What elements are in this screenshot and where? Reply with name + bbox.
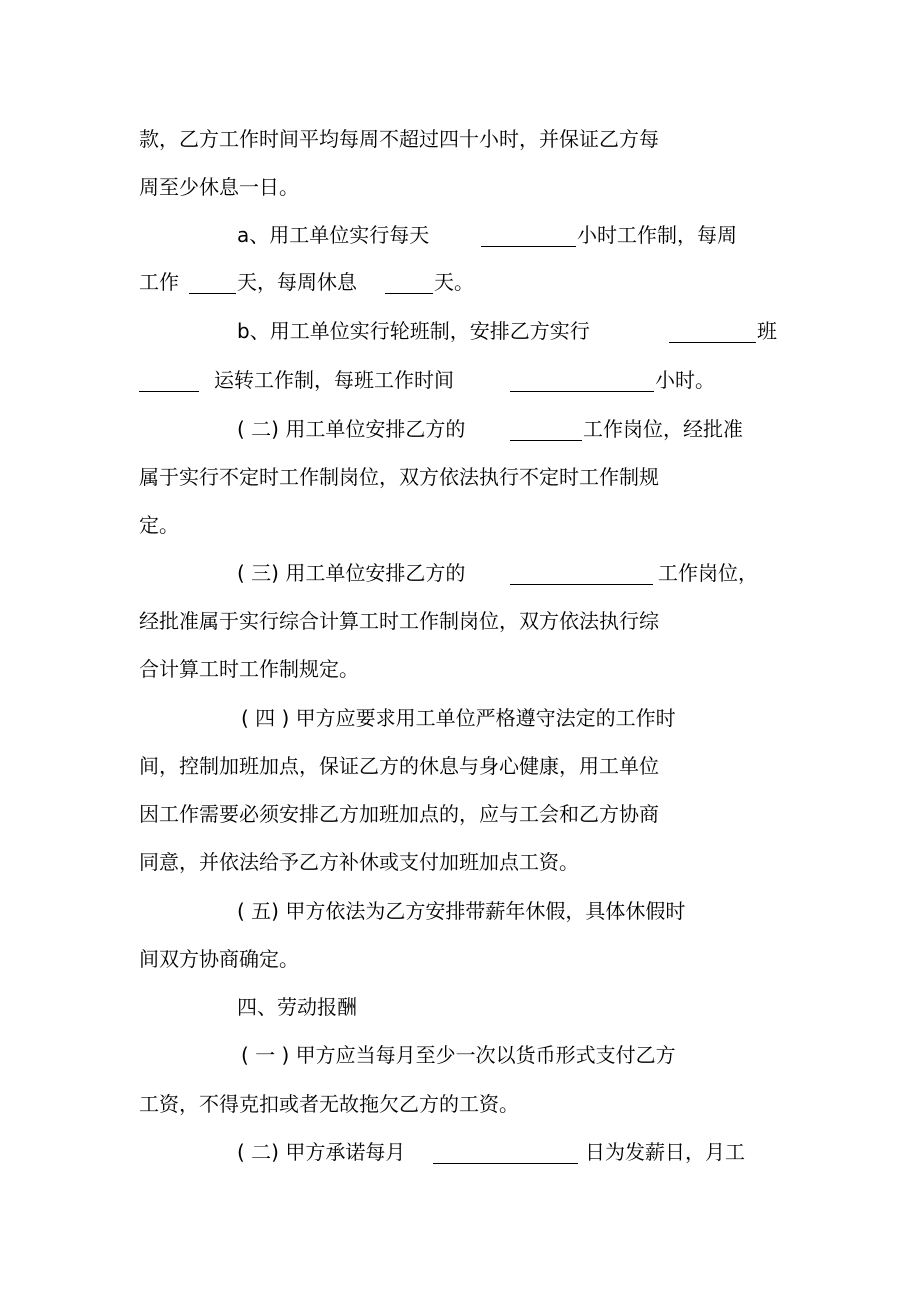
- text-line: ( 二) 甲方承诺每月: [237, 1140, 406, 1164]
- blank-field[interactable]: [433, 1142, 578, 1164]
- text-line: ( 一 ) 甲方应当每月至少一次以货币形式支付乙方: [241, 1043, 676, 1067]
- text-line: 天。: [434, 270, 474, 294]
- blank-field[interactable]: [139, 370, 199, 392]
- text-line: 工作岗位，经批准: [583, 417, 743, 441]
- text-line: 周至少休息一日。: [139, 175, 299, 199]
- text-line: 天，每周休息: [237, 270, 357, 294]
- text-line: 间双方协商确定。: [139, 947, 299, 971]
- text-line: 工资，不得克扣或者无故拖欠乙方的工资。: [139, 1092, 519, 1116]
- text-line: 小时工作制，每周: [577, 223, 737, 247]
- text-line: 小时。: [655, 368, 715, 392]
- text-line: 合计算工时工作制规定。: [139, 657, 359, 681]
- text-line: 日为发薪日，月工: [585, 1140, 745, 1164]
- blank-field[interactable]: [669, 321, 756, 343]
- text-line: 间，控制加班加点，保证乙方的休息与身心健康，用工单位: [139, 754, 659, 778]
- text-line: 因工作需要必须安排乙方加班加点的，应与工会和乙方协商: [139, 802, 659, 826]
- text-line: 班: [757, 319, 777, 343]
- text-line: ( 三) 用工单位安排乙方的: [237, 561, 466, 585]
- text-line: 工作: [139, 270, 179, 294]
- section-heading: 四、劳动报酬: [237, 995, 357, 1019]
- text-line: 款，乙方工作时间平均每周不超过四十小时，并保证乙方每: [139, 127, 659, 151]
- text-line: 工作岗位，: [658, 561, 758, 585]
- text-line: 同意，并依法给予乙方补休或支付加班加点工资。: [139, 850, 579, 874]
- text-line: 经批准属于实行综合计算工时工作制岗位，双方依法执行综: [139, 609, 659, 633]
- blank-field[interactable]: [510, 419, 582, 441]
- text-line: 定。: [139, 513, 179, 537]
- blank-field[interactable]: [385, 272, 433, 294]
- text-line: 运转工作制，每班工作时间: [214, 368, 454, 392]
- blank-field[interactable]: [189, 272, 236, 294]
- text-line: ( 五) 甲方依法为乙方安排带薪年休假，具体休假时: [237, 899, 686, 923]
- text-line: 属于实行不定时工作制岗位，双方依法执行不定时工作制规: [139, 465, 659, 489]
- text-line: a、用工单位实行每天: [237, 223, 430, 247]
- text-line: b、用工单位实行轮班制，安排乙方实行: [237, 319, 590, 343]
- blank-field[interactable]: [510, 370, 654, 392]
- blank-field[interactable]: [481, 225, 576, 247]
- blank-field[interactable]: [510, 563, 653, 585]
- text-line: ( 二) 用工单位安排乙方的: [237, 417, 466, 441]
- text-line: ( 四 ) 甲方应要求用工单位严格遵守法定的工作时: [241, 706, 676, 730]
